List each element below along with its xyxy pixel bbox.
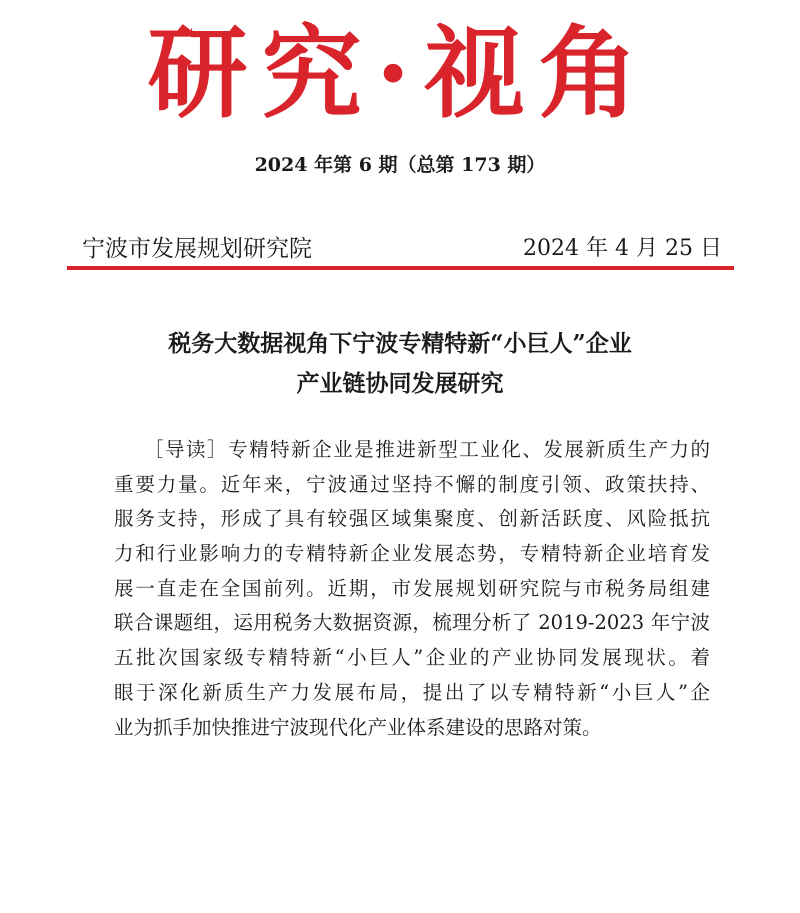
lead-line: 服务支持，形成了具有较强区域集聚度、创新活跃度、风险抵抗: [114, 507, 710, 531]
publisher-name: 宁波市发展规划研究院: [82, 236, 312, 262]
issue-number: 2024 年第 6 期（总第 173 期）: [254, 154, 546, 176]
masthead-title: 研究·视角: [147, 14, 653, 132]
lead-line: 重要力量。近年来，宁波通过坚持不懈的制度引领、政策扶持、: [114, 472, 710, 496]
lead-paragraph: [114, 433, 710, 745]
lead-line: 五批次国家级专精特新“小巨人”企业的产业协同发展现状。着: [114, 646, 710, 670]
red-divider: [67, 266, 734, 270]
article-title-line: 产业链协同发展研究: [296, 370, 504, 397]
lead-line: 展一直走在全国前列。近期，市发展规划研究院与市税务局组建: [114, 576, 710, 600]
lead-line-text: 专精特新企业是推进新型工业化、发展新质生产力的: [228, 438, 710, 461]
lead-line: 业为抓手加快推进宁波现代化产业体系建设的思路对策。: [114, 715, 602, 739]
lead-line: [114, 433, 710, 468]
lead-line: 力和行业影响力的专精特新企业发展态势，专精特新企业培育发: [114, 542, 710, 566]
lead-line: 眼于深化新质生产力发展布局，提出了以专精特新“小巨人”企: [114, 680, 710, 704]
article-title-line: 税务大数据视角下宁波专精特新“小巨人”企业: [168, 330, 632, 357]
article-title: [0, 324, 800, 404]
lead-label: ［导读］: [144, 438, 229, 461]
publisher-row: [82, 232, 722, 268]
lead-line: 联合课题组，运用税务大数据资源，梳理分析了 2019-2023 年宁波: [114, 611, 710, 635]
publish-date: 2024 年 4 月 25 日: [523, 236, 722, 261]
